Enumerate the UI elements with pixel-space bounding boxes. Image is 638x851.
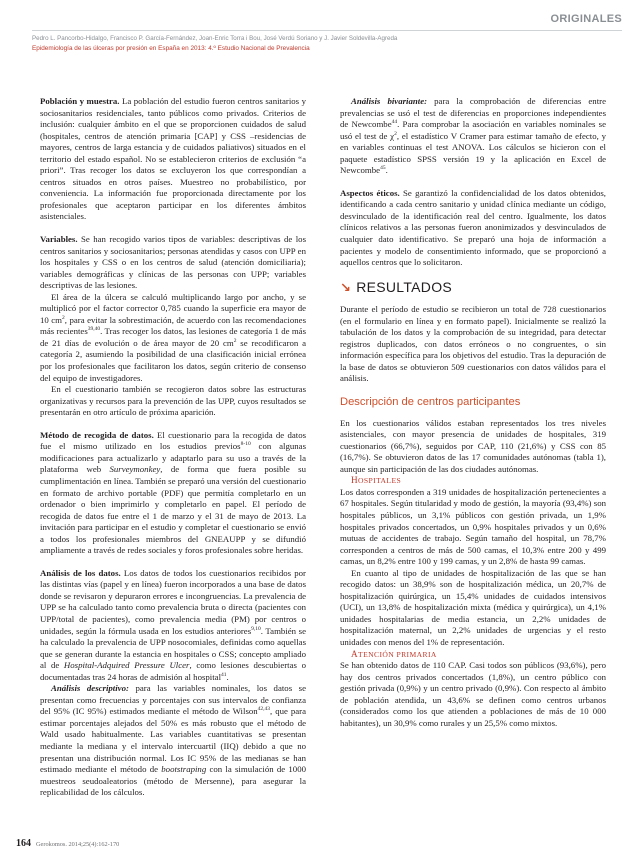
paragraph-primary-care bbox=[340, 660, 606, 729]
results-heading bbox=[340, 278, 606, 295]
text-data-analysis-b: . También se ha calculado la prevalencia de UPP nosocomiales, definidas como aquellas que se generan durante la estancia en hospitales o CSS; concepto ampliado al de bbox=[40, 625, 306, 671]
text-data-analysis-d: . bbox=[226, 671, 229, 682]
paragraph-ethics bbox=[340, 188, 606, 269]
text-bivariate-d: . bbox=[385, 165, 388, 176]
text-bivariate-b: . Para comprobar la asociación en variables nominales se usó el test de χ bbox=[340, 119, 606, 141]
text-data-collection-b: con algunas modificaciones para actualizarlo y adaptarlo para su uso a través de la plataforma web bbox=[40, 441, 306, 475]
paragraph-ulcer-area bbox=[40, 292, 306, 384]
subheading-hospitals bbox=[340, 475, 606, 487]
text-variables: Se han recogido varios tipos de variables: descriptivas de los centros sanitarios y sociosanitarios; personas atendidas y casos con UPP en los hospitales y CSS o en los centros de salud (atención domiciliaria); variables demográficas y clínicas de las personas con UPP; variables descriptivas de las lesiones. bbox=[40, 234, 306, 291]
italic-term: Hospital-Adquired Pressure Ulcer bbox=[63, 660, 190, 671]
superscript: 2 bbox=[62, 314, 65, 321]
italic-term: bootstraping bbox=[161, 764, 207, 775]
text-results-intro: Durante el período de estudio se recibieron un total de 728 cuestionarios (en el formulario en línea y en formato papel). Inicialmente se realizó la tabulación de los datos y la comprobación de su integridad, para detectar registros duplicados, con datos erróneos o no congruentes, o sin información específica para los objetivos del estudio. Tras la depuración de la base de datos se obtuvieron 509 cuestionarios con datos válidos para el análisis. bbox=[340, 304, 606, 384]
text-ulcer-area-c: . Tras recoger los datos, las lesiones de categoría 1 de más de 21 días de evolución o de área mayor de 20 cm bbox=[40, 326, 306, 348]
heading-data-analysis: Análisis de los datos. bbox=[40, 567, 121, 578]
heading-population: Población y muestra. bbox=[40, 96, 120, 106]
section-tag: ORIGINALES bbox=[550, 13, 622, 25]
citation-superscript: 8-10 bbox=[240, 441, 251, 448]
paragraph-population bbox=[40, 96, 306, 223]
smallcaps-rest: OSPITALES bbox=[358, 476, 402, 486]
citation-superscript: 41 bbox=[221, 671, 227, 678]
text-organizational: En el cuestionario también se recogieron datos sobre las estructuras organizativas y recursos para la prevención de las UPP, cuyos resultados se presentarán en otro artículo de próxima aparición. bbox=[40, 384, 306, 418]
heading-data-collection: Método de recogida de datos. bbox=[40, 429, 154, 440]
text-data-analysis-a: Los datos de todos los cuestionarios recibidos por las distintas vías (papel y en línea) fueron incorporados a una base de datos donde se revisaron y depuraron errores e incongruencias. La prevalencia de UPP se ha calculado tanto como prevalencia bruta o directa (pacientes con UPP/total de pacientes), como prevalencia media (PM) por centros o unidades, según la fórmula usada en los estudios anteriores bbox=[40, 567, 306, 636]
italic-term: Surveymonkey bbox=[109, 464, 161, 475]
page-footer bbox=[16, 838, 119, 849]
results-heading-label: RESULTADOS bbox=[356, 278, 453, 295]
text-descriptive-b: , que para estimar porcentajes alejados del 50% es más robusto que el método de Wald usado habitualmente. Las variables cuantitativas se presentan mediante la mediana y el intervalo intercuartil (IIQ) debido a que no presentan una distribución normal. Los IC 95% de las medianas se han estimado mediante el método de bbox=[40, 706, 306, 775]
text-data-collection-c: , de forma que fuera posible su cumplimentación en línea. También se preparó una versión del cuestionario en formato de archivo portable (PDF) que permitía completarlo en un ordenador o bien imprimirlo y completarlo en papel. El período de recogida de datos fue entre el 1 de marzo y el 31 de mayo de 2013. La invitación para participar en el estudio y completar el cuestionario se envió a todos los profesionales miembros del GNEAUPP y se difundió ampliamente a través de redes sociales y foros profesionales sobre heridas. bbox=[40, 464, 306, 556]
page-number: 164 bbox=[16, 838, 31, 849]
paragraph-hospitals bbox=[340, 487, 606, 568]
right-column bbox=[340, 96, 606, 826]
smallcaps-rest: TENCIÓN bbox=[358, 649, 397, 659]
smallcaps-initial: A bbox=[351, 648, 359, 659]
text-ulcer-area-b: , para evitar la sobrestimación, de acuerdo con las recomendaciones más recientes bbox=[40, 314, 306, 337]
citation-superscript: 44 bbox=[391, 119, 398, 126]
citation-superscript: 42,43 bbox=[257, 706, 271, 713]
text-ulcer-area-d: se recodificaron a categoría 2, asumiendo la posibilidad de una clasificación inicial errónea por los profesionales que facilitaron los datos, según criterio de consenso del equipo de investigadores. bbox=[40, 337, 306, 383]
paragraph-centers bbox=[340, 418, 606, 476]
text-ethics: Se garantizó la confidencialidad de los datos obtenidos, identificando a cada centro sanitario y unidad clínica mediante un código, desvinculado de la identificación real del centro. Igualmente, los datos clínicos relativos a las personas fueron anonimizados y desvinculados de cualquier dato identificativo. Se preparó una hoja de información a pacientes y modelo de consentimiento informado, que se proporcionó a aquellos centros que lo solicitaron. bbox=[340, 187, 606, 268]
heading-descriptive-analysis: Análisis descriptivo: bbox=[51, 683, 129, 694]
paragraph-variables bbox=[40, 234, 306, 292]
text-bivariate-a: para la comprobación de diferencias entre prevalencias se usó el test de diferencias en proporciones independientes de Newcombe bbox=[340, 96, 606, 130]
journal-citation: Gerokomos. 2014;25(4):162-170 bbox=[36, 841, 120, 848]
heading-variables: Variables. bbox=[40, 234, 78, 245]
header-divider bbox=[32, 30, 622, 31]
text-descriptive-a: para las variables nominales, los datos se presentan como frecuencias y porcentajes con sus intervalos de confianza del 95% (IC 95%) estimados mediante el método de Wilson bbox=[40, 683, 306, 717]
author-list: Pedro L. Pancorbo-Hidalgo, Francisco P. García-Fernández, Joan-Enric Torra i Bou, José Verdú Soriano y J. Javier Soldevilla-Agreda bbox=[32, 35, 398, 42]
text-descriptive-c: con la simulación de 1000 muestreos seudoaleatorios (método de Mersenne), para asegurar la replicabilidad de los cálculos. bbox=[40, 764, 306, 798]
paragraph-bivariate-analysis bbox=[340, 96, 606, 177]
paragraph-descriptive-analysis bbox=[40, 683, 306, 798]
paragraph-data-analysis bbox=[40, 568, 306, 683]
text-ulcer-area-a: El área de la úlcera se calculó multiplicando largo por ancho, y se multiplicó por el factor corrector 0,785 cuando la superficie era mayor de 10 cm bbox=[40, 291, 306, 325]
heading-bivariate-analysis: Análisis bivariante: bbox=[351, 96, 428, 106]
smallcaps-initial: H bbox=[351, 475, 359, 486]
subheading-participating-centers: Descripción de centros participantes bbox=[340, 396, 521, 409]
text-data-collection-a: El cuestionario para la recogida de datos fue el mismo utilizado en los estudios previos bbox=[40, 429, 306, 452]
arrow-down-right-icon: ↘ bbox=[340, 279, 352, 295]
text-data-analysis-c: , como lesiones descubiertas o documentadas tras 24 horas de admisión al hospital bbox=[40, 660, 306, 682]
citation-superscript: 45 bbox=[380, 165, 386, 172]
left-column bbox=[40, 96, 306, 826]
text-unit-types: En cuanto al tipo de unidades de hospitalización de las que se han recogido datos: un 38,9% son de hospitalización médica, un 20,7% de hospitalización quirúrgica, un 15,4% unidades de cuidados intensivos (UCI), un 13,8% de hospitalización mixta (médica y quirúrgica), un 4,1% unidades hospitalarias de media estancia, un 2,2% unidades de hospitalización maternal, un 2,2% unidades de urgencias y el resto unidades con menos del 1% de representación. bbox=[340, 567, 606, 647]
heading-ethics: Aspectos éticos. bbox=[340, 187, 400, 198]
smallcaps-rest: PRIMARIA bbox=[396, 649, 437, 659]
text-population: La población del estudio fueron centros sanitarios y sociosanitarios residenciales, tanto públicos como privados. Criterios de inclusión: cualquier ámbito en el que se proporcionen cuidados de salud (hospitales, centros de atención primaria [CAP] y CSS –residencias de mayores, centros de larga estancia y de cuidados paliativos) situados en el territorio del estado español. No se establecieron criterios de exclusión “a priori”. Tras recoger los datos se excluyeron los que correspondían a centros situados en otros países. Muestreo no probabilístico, por conveniencia. La información fue proporcionada directamente por los profesionales que aceptaron participar en los diferentes ámbitos asistenciales. bbox=[40, 96, 306, 222]
paragraph-data-collection bbox=[40, 430, 306, 557]
text-primary-care: Se han obtenido datos de 110 CAP. Casi todos son públicos (93,6%), pero hay dos centros privados concertados (1,8%), un centro público con gestión privada (0,9%) y un centro privado (0,9%). Con respecto al ámbito de población atendida, un 43,6% se definen como centros urbanos (considerados como los que atienden a poblaciones de más de 10 000 habitantes), un 30,9% como rurales y un 25,5% como mixtos. bbox=[340, 660, 606, 728]
text-hospitals: Los datos corresponden a 319 unidades de hospitalización pertenecientes a 67 hospitales. Según titularidad y modo de gestión, la mayoría (93,4%) son hospitales públicos, un 3,1% públicos con gestión privada, un 1,9% hospitales privados concertados, un 0,9% hospitales privados y un 0,6% mutuas de accidentes de trabajo. Según tamaño del hospital, un 78,7% corresponden a centros de más de 500 camas, el 10,3% entre 200 y 499 camas, un 8,2% entre 100 y 199 camas, y un 2,8% de hasta 99 camas. bbox=[340, 486, 606, 567]
paragraph-unit-types bbox=[340, 568, 606, 649]
paragraph-results-intro bbox=[340, 304, 606, 385]
superscript: 2 bbox=[233, 338, 237, 345]
superscript: 2 bbox=[394, 130, 397, 137]
citation-superscript: 9,10 bbox=[251, 625, 261, 632]
running-title: Epidemiología de las úlceras por presión en España en 2013: 4.º Estudio Nacional de Prevalencia bbox=[32, 45, 310, 52]
citation-superscript: 39,40 bbox=[87, 326, 101, 333]
paragraph-organizational bbox=[40, 384, 306, 419]
text-centers: En los cuestionarios válidos estaban representados los tres niveles asistenciales, con mayor presencia de unidades de hospitales, 319 cuestionarios (66,7%), seguidos por CAP, 110 (21,6%) y CSS con 85 (16,7%). Se obtuvieron datos de las 17 comunidades autónomas (tabla 1), aunque sin participación de las dos ciudades autónomas. bbox=[340, 417, 606, 474]
text-bivariate-c: , el estadístico V Cramer para estimar tamaño de efecto, y en variables continuas el test ANOVA. Los cálculos se hicieron con el paquete estadístico SPSS versión 19 y la aplicación en Excel de Newcombe bbox=[340, 130, 606, 176]
subheading-primary-care bbox=[340, 649, 606, 661]
